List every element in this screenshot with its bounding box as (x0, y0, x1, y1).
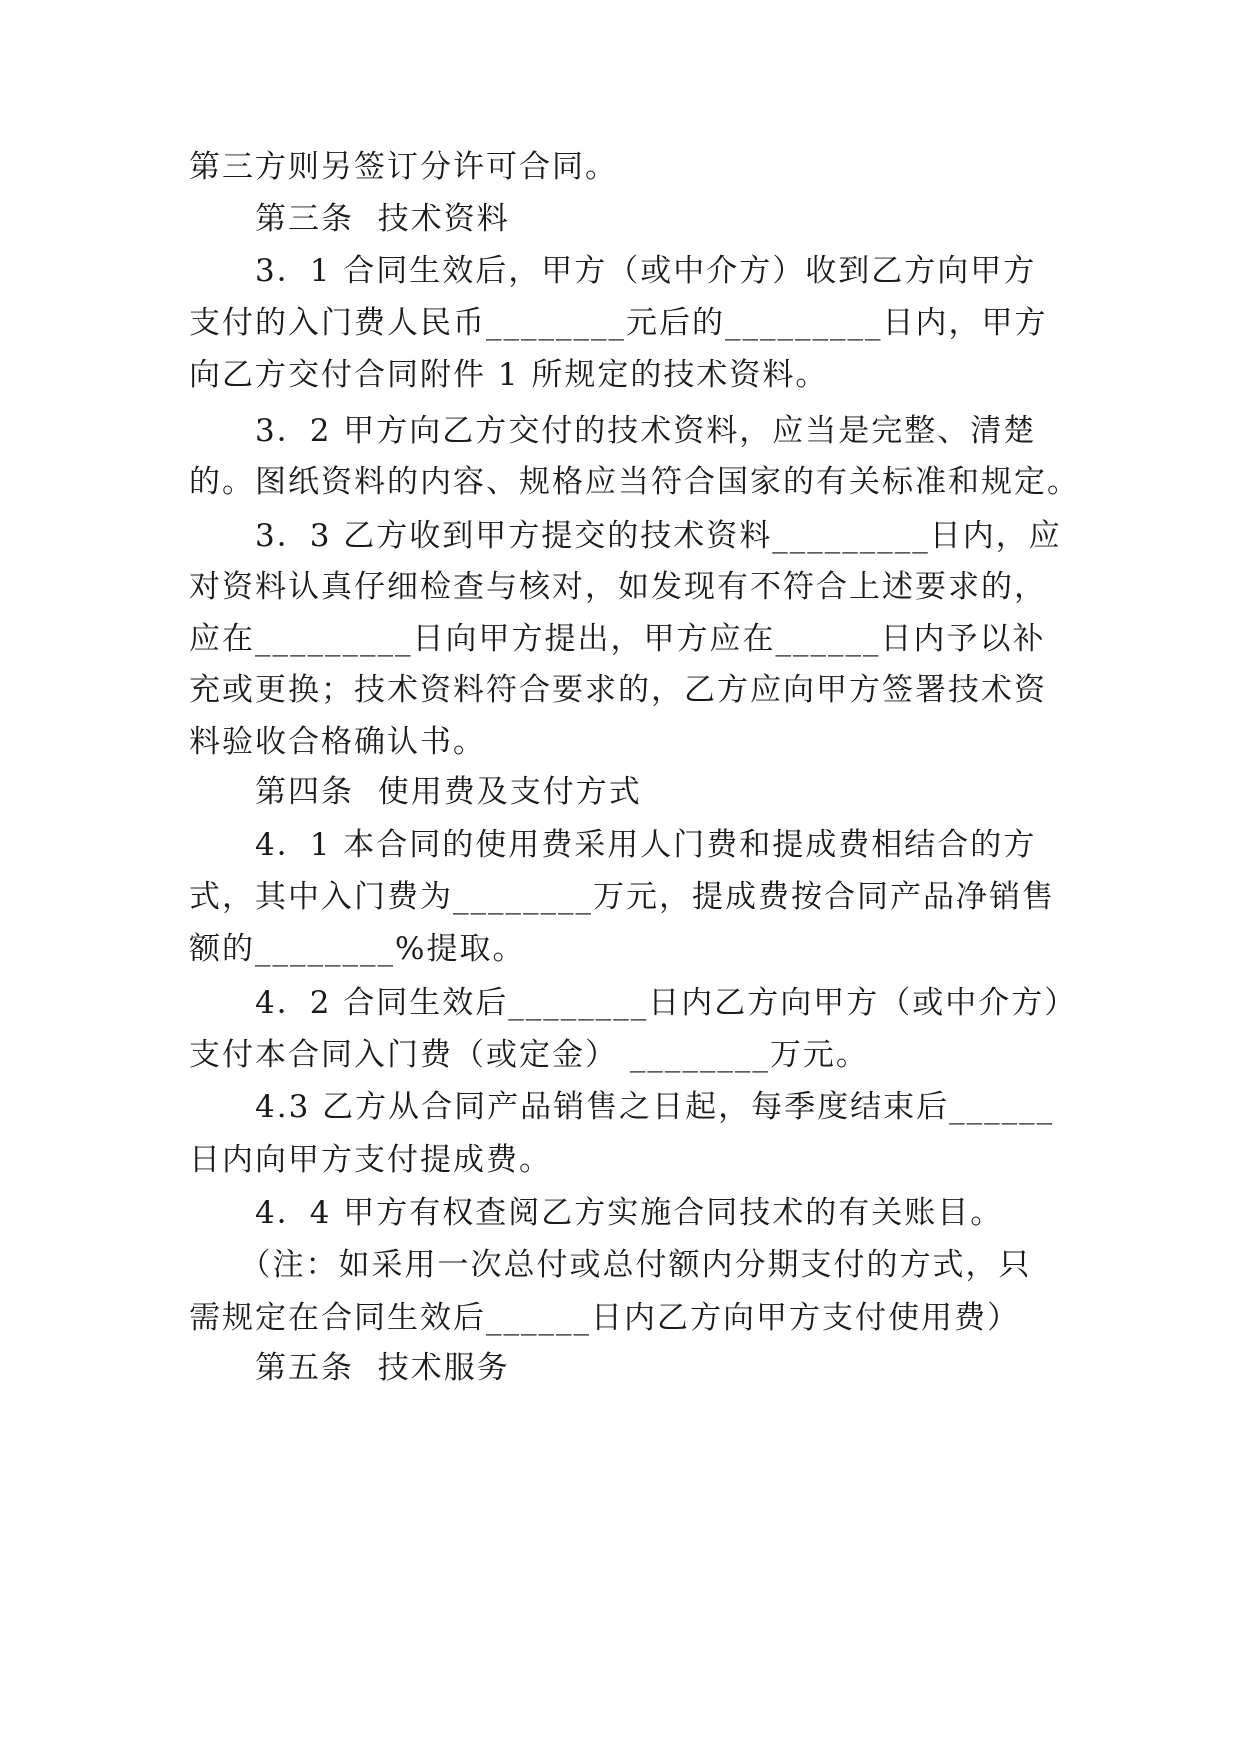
text-line: 支付本合同入门费（或定金） ________万元。 (189, 1037, 869, 1073)
text-line: 向乙方交付合同附件 1 所规定的技术资料。 (189, 357, 829, 393)
section-heading: 第三条 技术资料 (189, 201, 510, 237)
text-line: （注：如采用一次总付或总付额内分期支付的方式，只 (189, 1247, 1032, 1283)
text-line: 支付的入门费人民币________元后的_________日内，甲方 (189, 305, 1048, 341)
text-line: 需规定在合同生效后______日内乙方向甲方支付使用费） (189, 1300, 1020, 1336)
text-line: 式，其中入门费为________万元，提成费按合同产品净销售 (189, 879, 1055, 915)
text-line: 4.3 乙方从合同产品销售之日起，每季度结束后______ (189, 1089, 1055, 1125)
text-line: 料验收合格确认书。 (189, 724, 486, 760)
text-line: 4．2 合同生效后________日内乙方向甲方（或中介方） (189, 985, 1078, 1021)
text-line: 充或更换；技术资料符合要求的，乙方应向甲方签署技术资 (189, 672, 1047, 708)
section-heading: 第五条 技术服务 (189, 1350, 510, 1386)
section-heading: 第四条 使用费及支付方式 (189, 774, 642, 810)
text-line: 4．4 甲方有权查阅乙方实施合同技术的有关账目。 (189, 1195, 1004, 1231)
text-line: 3．2 甲方向乙方交付的技术资料，应当是完整、清楚 (189, 413, 1037, 449)
text-line: 的。图纸资料的内容、规格应当符合国家的有关标准和规定。 (189, 464, 1080, 500)
text-line: 3．1 合同生效后，甲方（或中介方）收到乙方向甲方 (189, 253, 1037, 289)
text-line: 第三方则另签订分许可合同。 (189, 149, 618, 185)
text-line: 额的________%提取。 (189, 931, 526, 967)
text-line: 对资料认真仔细检查与核对，如发现有不符合上述要求的， (189, 569, 1047, 605)
text-line: 应在_________日向甲方提出，甲方应在______日内予以补 (189, 621, 1046, 657)
text-line: 4．1 本合同的使用费采用人门费和提成费相结合的方 (189, 827, 1037, 863)
text-line: 日内向甲方支付提成费。 (189, 1142, 552, 1178)
text-line: 3．3 乙方收到甲方提交的技术资料_________日内，应 (189, 518, 1062, 554)
